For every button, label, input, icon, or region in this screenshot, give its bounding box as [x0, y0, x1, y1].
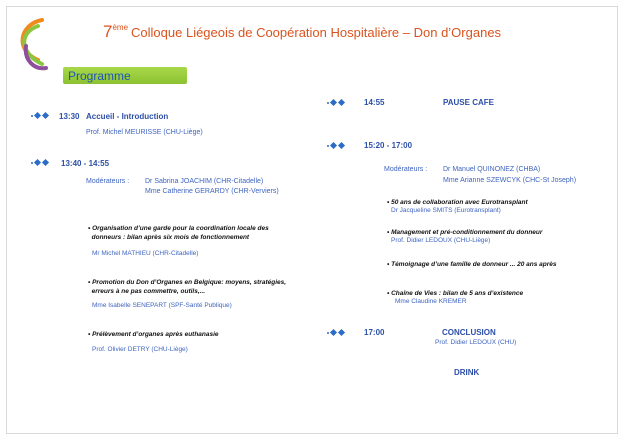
title-text: Colloque Liégeois de Coopération Hospitalière – Don d’Organes	[131, 25, 502, 40]
right-moderators-label: Modérateurs :	[384, 166, 428, 173]
right-pause-time: 14:55	[364, 98, 385, 107]
right-moderator-2: Mme Arianne SZEWCYK (CHC-St Joseph)	[443, 177, 577, 184]
crescent-logo-icon	[12, 16, 48, 72]
right-moderator-1: Dr Manuel QUINONEZ (CHBA)	[443, 166, 541, 173]
right-conclusion-speaker: Prof. Didier LEDOUX (CHU)	[435, 339, 517, 346]
left-moderator-1: Dr Sabrina JOACHIM (CHR-Citadelle)	[145, 178, 264, 185]
left-talk2-speaker: Mme Isabelle SENEPART (SPF-Santé Publique)	[92, 302, 232, 309]
left-moderators-label: Modérateurs :	[86, 178, 130, 185]
left-item1-time: 13:30	[59, 112, 80, 121]
right-talk2-speaker: Prof. Didier LEDOUX (CHU-Liège)	[391, 237, 491, 244]
diamond-bullet-icon	[327, 100, 347, 105]
right-item2-time: 15:20 - 17:00	[364, 141, 413, 150]
right-talk4-speaker: Mme Claudine KREMER	[395, 298, 467, 305]
left-item1-speaker: Prof. Michel MEURISSE (CHU-Liège)	[86, 129, 203, 136]
title-ordinal-suffix: ème	[112, 23, 129, 32]
page-title	[103, 22, 501, 42]
left-moderator-2: Mme Catherine GERARDY (CHR-Verviers)	[145, 188, 279, 195]
left-talk3-speaker: Prof. Olivier DETRY (CHU-Liège)	[92, 346, 188, 353]
right-talk4-title: • Chaîne de Vies : bilan de 5 ans d’existence	[387, 290, 524, 297]
programme-label: Programme	[68, 69, 131, 83]
diamond-bullet-icon	[31, 113, 51, 118]
right-talk3-title: • Témoignage d’une famille de donneur ... 20 ans après	[387, 261, 557, 268]
diamond-bullet-icon	[327, 330, 347, 335]
right-talk1-title: • 50 ans de collaboration avec Eurotransplant	[387, 199, 528, 206]
left-talk1-speaker: Mr Michel MATHIEU (CHR-Citadelle)	[92, 250, 199, 257]
title-ordinal: 7	[103, 22, 113, 41]
diamond-bullet-icon	[327, 143, 347, 148]
right-drink: DRINK	[454, 368, 480, 377]
right-talk2-title: • Management et pré-conditionnement du donneur	[387, 229, 543, 236]
left-talk1-title: • Organisation d’une garde pour la coordination locale des donneurs : bilan après six mois de fonctionnement	[88, 225, 269, 241]
left-item1-label: Accueil - Introduction	[86, 112, 169, 121]
left-item2-time: 13:40 - 14:55	[61, 159, 110, 168]
right-pause-label: PAUSE CAFE	[443, 98, 494, 107]
right-talk1-speaker: Dr Jacqueline SMITS (Eurotransplant)	[391, 207, 501, 214]
right-conclusion-time: 17:00	[364, 328, 385, 337]
right-conclusion-label: CONCLUSION	[442, 328, 496, 337]
left-talk2-title: • Promotion du Don d’Organes en Belgique: moyens, stratégies, erreurs à ne pas commettre, outils,...	[88, 279, 287, 295]
diamond-bullet-icon	[31, 160, 51, 165]
left-talk3-title: • Prélèvement d’organes après euthanasie	[88, 331, 219, 338]
